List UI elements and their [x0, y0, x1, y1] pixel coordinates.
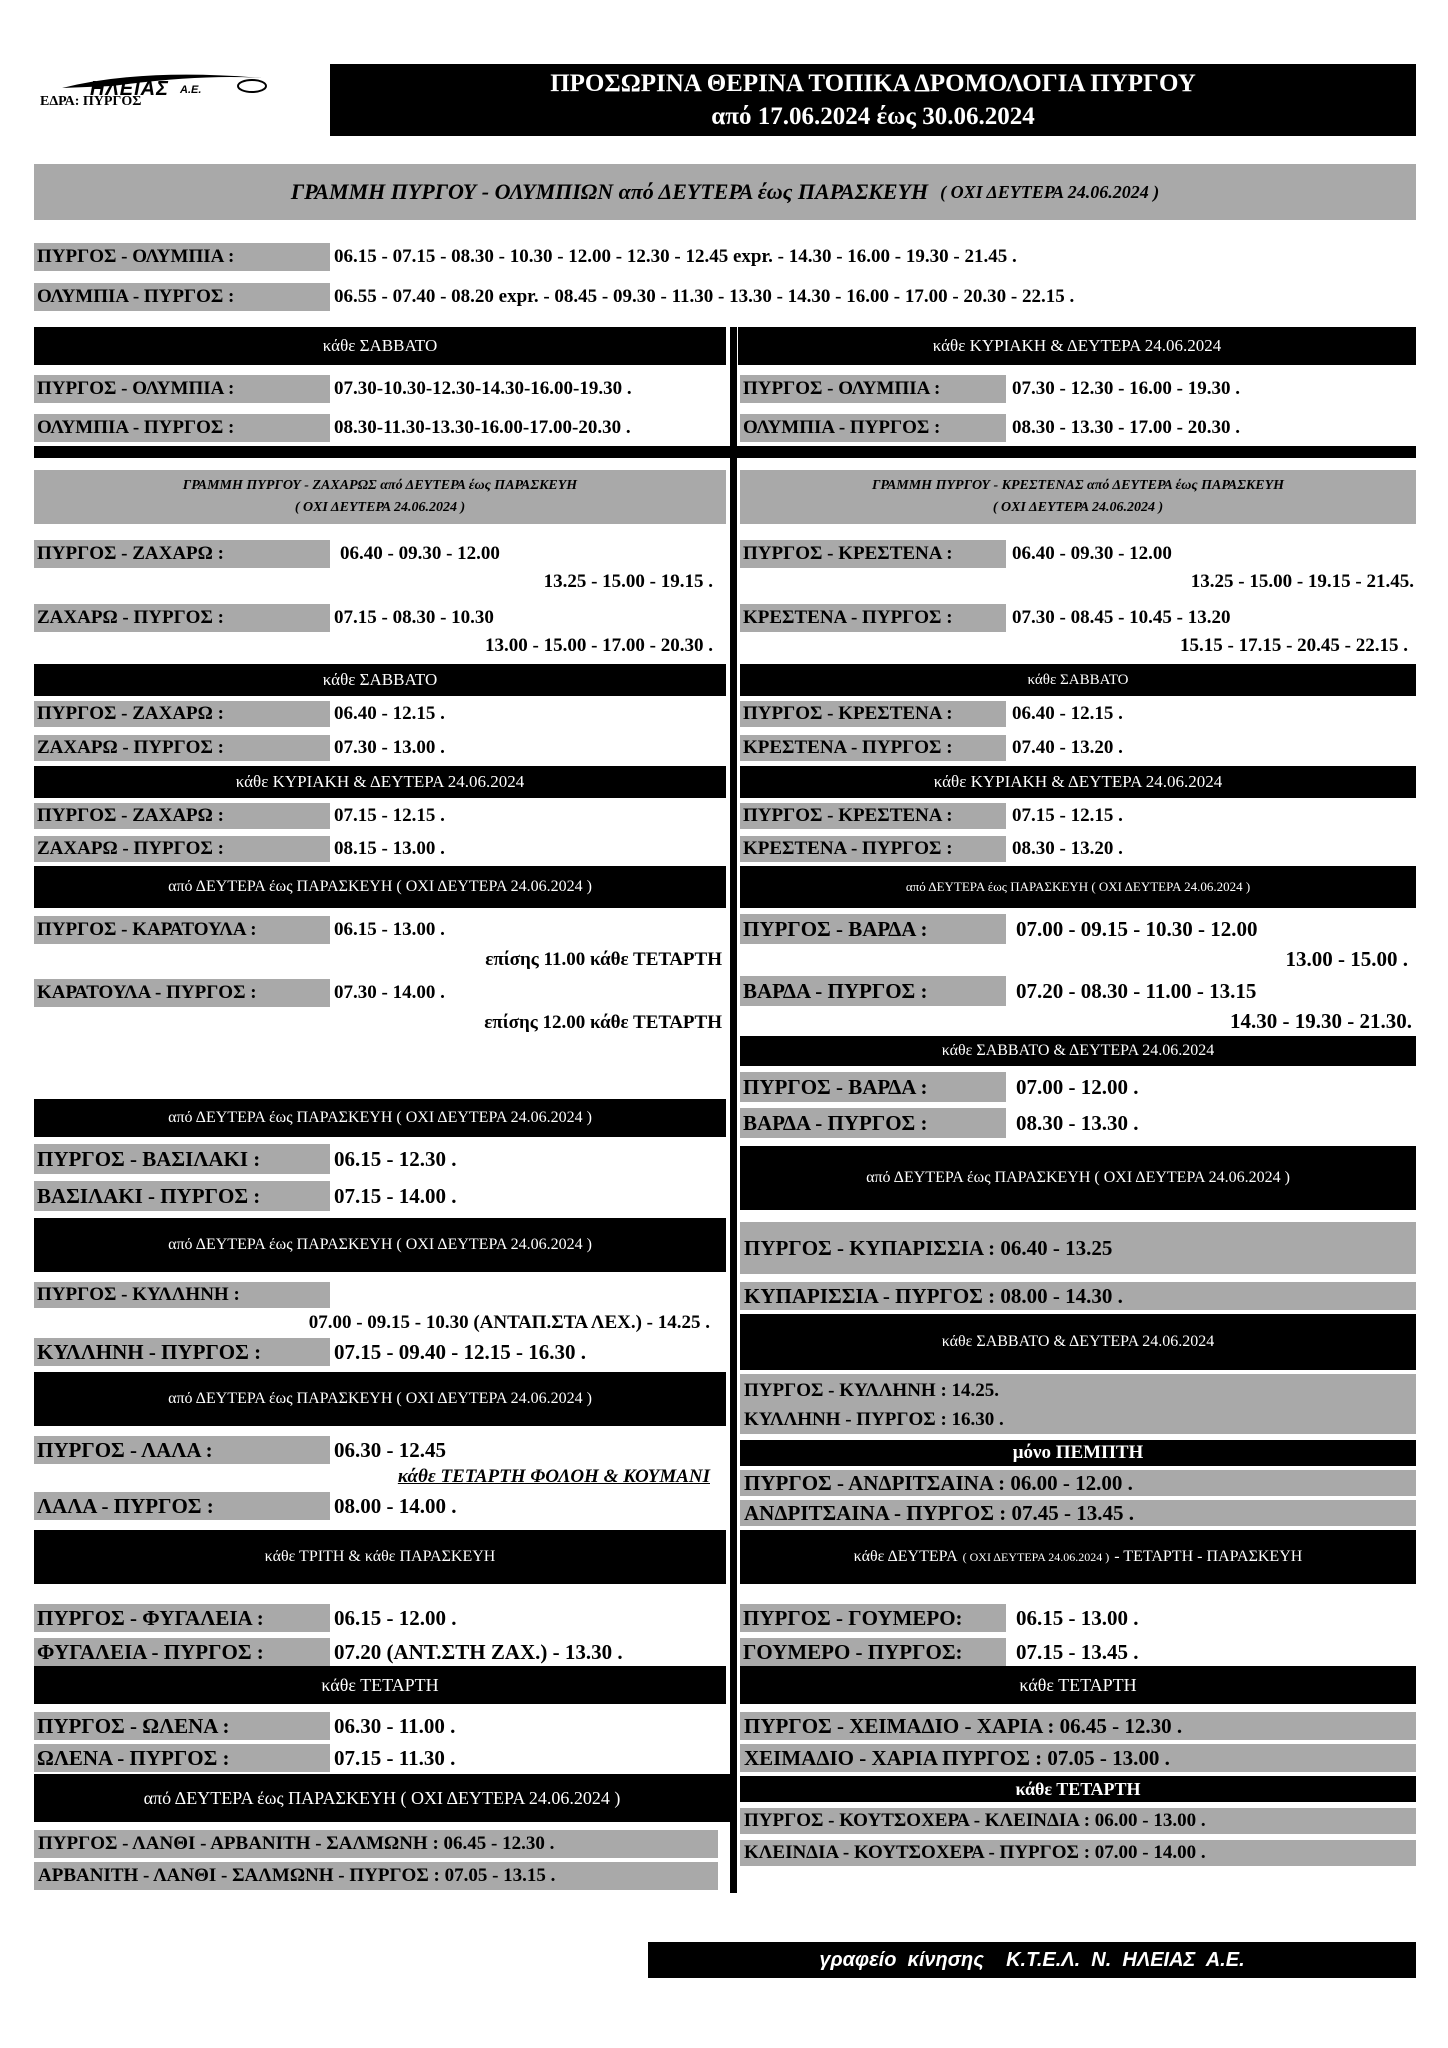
goumero-heading-note: ( ΟΧΙ ΔΕΥΤΕΡΑ 24.06.2024 )	[962, 1549, 1110, 1564]
zacharo-row-label: ΖΑΧΑΡΩ - ΠΥΡΓΟΣ :	[34, 604, 330, 632]
zacharo-sun-times: 07.15 - 12.15 .	[334, 805, 445, 826]
andritsaina-row: ΠΥΡΓΟΣ - ΑΝΔΡΙΤΣΑΙΝΑ : 06.00 - 12.00 .	[740, 1470, 1416, 1496]
zacharo-saturday-heading: κάθε ΣΑΒΒΑΤΟ	[34, 664, 726, 696]
andritsaina-heading: μόνο ΠΕΜΠΤΗ	[740, 1440, 1416, 1466]
kleindia-row: ΠΥΡΓΟΣ - ΚΟΥΤΣΟΧΕΡΑ - ΚΛΕΙΝΔΙΑ : 06.00 - 13.00 .	[740, 1808, 1416, 1834]
krestena-row-times: 06.40 - 09.30 - 12.00	[1012, 543, 1172, 564]
kyllini-row-times: 07.15 - 09.40 - 12.15 - 16.30 .	[334, 1340, 586, 1364]
vasilaki-heading: από ΔΕΥΤΕΡΑ έως ΠΑΡΑΣΚΕΥΗ ( ΟΧΙ ΔΕΥΤΕΡΑ 24.06.2024 )	[34, 1099, 726, 1137]
vasilaki-row-times: 06.15 - 12.30 .	[334, 1147, 457, 1171]
lala-row-times: 06.30 - 12.45	[334, 1438, 446, 1462]
olympia-sat-label: ΠΥΡΓΟΣ - ΟΛΥΜΠΙΑ :	[34, 375, 330, 403]
krestena-sunday-heading: κάθε ΚΥΡΙΑΚΗ & ΔΕΥΤΕΡΑ 24.06.2024	[740, 766, 1416, 798]
krestena-sun-label: ΠΥΡΓΟΣ - ΚΡΕΣΤΕΝΑ :	[740, 803, 1006, 829]
olympia-heading-note: ( ΟΧΙ ΔΕΥΤΕΡΑ 24.06.2024 )	[940, 181, 1160, 202]
varda-row-times: 07.00 - 09.15 - 10.30 - 12.00	[1016, 917, 1258, 941]
olympia-row-times: 06.15 - 07.15 - 08.30 - 10.30 - 12.00 - 12.30 - 12.45 expr. - 14.30 - 16.00 - 19.30 - 21.45 .	[334, 246, 1017, 267]
zacharo-row-times: 07.15 - 08.30 - 10.30	[334, 607, 494, 628]
olympia-row-label: ΟΛΥΜΠΙΑ - ΠΥΡΓΟΣ :	[34, 283, 330, 311]
varda-sat-label: ΠΥΡΓΟΣ - ΒΑΡΔΑ :	[740, 1072, 1006, 1102]
olympia-heading	[34, 164, 1416, 220]
varda-sat-times: 08.30 - 13.30 .	[1016, 1111, 1139, 1135]
fygaleia-row-times: 06.15 - 12.00 .	[334, 1606, 457, 1630]
kyllini-row-label: ΚΥΛΛΗΝΗ - ΠΥΡΓΟΣ :	[34, 1338, 330, 1366]
varda-row-times-cont: 14.30 - 19.30 - 21.30.	[1230, 1009, 1412, 1033]
olena-row-times: 07.15 - 11.30 .	[334, 1746, 456, 1770]
olena-row-label: ΠΥΡΓΟΣ - ΩΛΕΝΑ :	[34, 1712, 330, 1740]
goumero-heading-days2: - ΤΕΤΑΡΤΗ - ΠΑΡΑΣΚΕΥΗ	[1114, 1548, 1303, 1565]
goumero-heading	[740, 1530, 1416, 1584]
olympia-sat-times: 07.30-10.30-12.30-14.30-16.00-19.30 .	[334, 378, 632, 399]
kyllini-sat-row: ΠΥΡΓΟΣ - ΚΥΛΛΗΝΗ : 14.25.	[744, 1380, 1000, 1401]
zacharo-row-label: ΠΥΡΓΟΣ - ΖΑΧΑΡΩ :	[34, 540, 330, 568]
zacharo-sunday-heading: κάθε ΚΥΡΙΑΚΗ & ΔΕΥΤΕΡΑ 24.06.2024	[34, 766, 726, 798]
krestena-heading-line1: ΓΡΑΜΜΗ ΠΥΡΓΟΥ - ΚΡΕΣΤΕΝΑΣ από ΔΕΥΤΕΡΑ έως ΠΑΡΑΣΚΕΥΗ	[871, 478, 1285, 493]
zacharo-heading	[34, 470, 726, 524]
krestena-row-times-cont: 13.25 - 15.00 - 19.15 - 21.45.	[1190, 571, 1414, 592]
kyllini-sat-box	[740, 1374, 1416, 1434]
krestena-sat-label: ΚΡΕΣΤΕΝΑ - ΠΥΡΓΟΣ :	[740, 735, 1006, 761]
footer-office: γραφείο κίνησης Κ.Τ.Ε.Λ. Ν. ΗΛΕΙΑΣ Α.Ε.	[648, 1942, 1416, 1978]
fygaleia-row-label: ΠΥΡΓΟΣ - ΦΥΓΑΛΕΙΑ :	[34, 1604, 330, 1632]
kyparissia-row: ΚΥΠΑΡΙΣΣΙΑ - ΠΥΡΓΟΣ : 08.00 - 14.30 .	[740, 1282, 1416, 1310]
fygaleia-row-times: 07.20 (ΑΝΤ.ΣΤΗ ΖΑΧ.) - 13.30 .	[334, 1640, 623, 1664]
olena-row-label: ΩΛΕΝΑ - ΠΥΡΓΟΣ :	[34, 1744, 330, 1772]
olympia-saturday-heading: κάθε ΣΑΒΒΑΤΟ	[34, 327, 726, 365]
lala-row-label: ΛΑΛΑ - ΠΥΡΓΟΣ :	[34, 1492, 330, 1520]
karatoula-row-times: 06.15 - 13.00 .	[334, 919, 445, 940]
page-title-line2: από 17.06.2024 έως 30.06.2024	[711, 103, 1035, 130]
olympia-sun-label: ΟΛΥΜΠΙΑ - ΠΥΡΓΟΣ :	[740, 414, 1006, 442]
cheimadio-heading: κάθε ΤΕΤΑΡΤΗ	[740, 1666, 1416, 1704]
krestena-heading-line2: ( ΟΧΙ ΔΕΥΤΕΡΑ 24.06.2024 )	[992, 500, 1164, 515]
lala-row-note: κάθε ΤΕΤΑΡΤΗ ΦΟΛΟΗ & ΚΟΥΜΑΝΙ	[397, 1466, 710, 1487]
zacharo-sat-times: 06.40 - 12.15 .	[334, 703, 445, 724]
cheimadio-row: ΠΥΡΓΟΣ - ΧΕΙΜΑΔΙΟ - ΧΑΡΙΑ : 06.45 - 12.30 .	[740, 1712, 1416, 1740]
krestena-sat-label: ΠΥΡΓΟΣ - ΚΡΕΣΤΕΝΑ :	[740, 701, 1006, 727]
olympia-sun-label: ΠΥΡΓΟΣ - ΟΛΥΜΠΙΑ :	[740, 375, 1006, 403]
zacharo-sun-times: 08.15 - 13.00 .	[334, 838, 445, 859]
olympia-sun-times: 08.30 - 13.30 - 17.00 - 20.30 .	[1012, 417, 1240, 438]
varda-sat-label: ΒΑΡΔΑ - ΠΥΡΓΟΣ :	[740, 1108, 1006, 1138]
page-title-line1: ΠΡΟΣΩΡΙΝΑ ΘΕΡΙΝΑ ΤΟΠΙΚΑ ΔΡΟΜΟΛΟΓΙΑ ΠΥΡΓΟΥ	[550, 70, 1196, 97]
krestena-sat-times: 07.40 - 13.20 .	[1012, 737, 1123, 758]
lala-row-label: ΠΥΡΓΟΣ - ΛΑΛΑ :	[34, 1436, 330, 1464]
olympia-row-label: ΠΥΡΓΟΣ - ΟΛΥΜΠΙΑ :	[34, 243, 330, 271]
olena-row-times: 06.30 - 11.00 .	[334, 1714, 456, 1738]
zacharo-sat-label: ΖΑΧΑΡΩ - ΠΥΡΓΟΣ :	[34, 735, 330, 761]
karatoula-row-extra: επίσης 11.00 κάθε ΤΕΤΑΡΤΗ	[485, 949, 722, 970]
center-divider	[730, 327, 737, 1893]
olympia-sunday-heading: κάθε ΚΥΡΙΑΚΗ & ΔΕΥΤΕΡΑ 24.06.2024	[738, 327, 1416, 365]
varda-row-times-cont: 13.00 - 15.00 .	[1285, 947, 1408, 971]
zacharo-sat-times: 07.30 - 13.00 .	[334, 737, 445, 758]
salmoni-heading: από ΔΕΥΤΕΡΑ έως ΠΑΡΑΣΚΕΥΗ ( ΟΧΙ ΔΕΥΤΕΡΑ 24.06.2024 )	[34, 1774, 730, 1822]
olympia-sun-times: 07.30 - 12.30 - 16.00 - 19.30 .	[1012, 378, 1240, 399]
krestena-row-times: 07.30 - 08.45 - 10.45 - 13.20	[1012, 607, 1231, 628]
vasilaki-row-label: ΒΑΣΙΛΑΚΙ - ΠΥΡΓΟΣ :	[34, 1181, 330, 1211]
krestena-sun-times: 08.30 - 13.20 .	[1012, 838, 1123, 859]
karatoula-row-label: ΚΑΡΑΤΟΥΛΑ - ΠΥΡΓΟΣ :	[34, 979, 330, 1007]
kleindia-heading: κάθε ΤΕΤΑΡΤΗ	[740, 1776, 1416, 1802]
kyllini-saturday-heading: κάθε ΣΑΒΒΑΤΟ & ΔΕΥΤΕΡΑ 24.06.2024	[740, 1314, 1416, 1370]
goumero-row-label: ΓΟΥΜΕΡΟ - ΠΥΡΓΟΣ:	[740, 1638, 1006, 1666]
section-divider	[34, 446, 1416, 458]
lala-row-times: 08.00 - 14.00 .	[334, 1494, 457, 1518]
kyllini-sat-row: ΚΥΛΛΗΝΗ - ΠΥΡΓΟΣ : 16.30 .	[744, 1409, 1004, 1430]
krestena-saturday-heading: κάθε ΣΑΒΒΑΤΟ	[740, 664, 1416, 696]
salmoni-row: ΑΡΒΑΝΙΤΗ - ΛΑΝΘΙ - ΣΑΛΜΩΝΗ - ΠΥΡΓΟΣ : 07.05 - 13.15 .	[34, 1862, 718, 1890]
fygaleia-row-label: ΦΥΓΑΛΕΙΑ - ΠΥΡΓΟΣ :	[34, 1638, 330, 1666]
company-seat: ΕΔΡΑ: ΠΥΡΓΟΣ	[40, 94, 142, 109]
goumero-row-times: 07.15 - 13.45 .	[1016, 1640, 1139, 1664]
olympia-heading-title: ΓΡΑΜΜΗ ΠΥΡΓΟΥ - ΟΛΥΜΠΙΩΝ από ΔΕΥΤΕΡΑ έως ΠΑΡΑΣΚΕΥΗ	[290, 179, 929, 204]
zacharo-heading-line1: ΓΡΑΜΜΗ ΠΥΡΓΟΥ - ΖΑΧΑΡΩΣ από ΔΕΥΤΕΡΑ έως ΠΑΡΑΣΚΕΥΗ	[182, 478, 578, 493]
olympia-sat-label: ΟΛΥΜΠΙΑ - ΠΥΡΓΟΣ :	[34, 414, 330, 442]
zacharo-sun-label: ΠΥΡΓΟΣ - ΖΑΧΑΡΩ :	[34, 803, 330, 829]
olympia-row-times: 06.55 - 07.40 - 08.20 expr. - 08.45 - 09.30 - 11.30 - 13.30 - 14.30 - 16.00 - 17.00 - 20.30 - 22.15 .	[334, 286, 1075, 307]
krestena-row-label: ΚΡΕΣΤΕΝΑ - ΠΥΡΓΟΣ :	[740, 604, 1006, 632]
page-title	[330, 64, 1416, 136]
zacharo-sat-label: ΠΥΡΓΟΣ - ΖΑΧΑΡΩ :	[34, 701, 330, 727]
varda-sat-times: 07.00 - 12.00 .	[1016, 1075, 1139, 1099]
lala-heading: από ΔΕΥΤΕΡΑ έως ΠΑΡΑΣΚΕΥΗ ( ΟΧΙ ΔΕΥΤΕΡΑ 24.06.2024 )	[34, 1372, 726, 1426]
krestena-heading	[740, 470, 1416, 524]
karatoula-row-times: 07.30 - 14.00 .	[334, 982, 445, 1003]
kyllini-row-label: ΠΥΡΓΟΣ - ΚΥΛΛΗΝΗ :	[34, 1282, 330, 1308]
goumero-heading-days: κάθε ΔΕΥΤΕΡΑ	[853, 1548, 958, 1565]
zacharo-row-times: 06.40 - 09.30 - 12.00	[340, 543, 500, 564]
varda-row-label: ΠΥΡΓΟΣ - ΒΑΡΔΑ :	[740, 914, 1006, 944]
goumero-row-label: ΠΥΡΓΟΣ - ΓΟΥΜΕΡΟ:	[740, 1604, 1006, 1632]
logo-suffix: Α.Ε.	[180, 84, 202, 96]
fygaleia-heading: κάθε ΤΡΙΤΗ & κάθε ΠΑΡΑΣΚΕΥΗ	[34, 1530, 726, 1584]
karatoula-row-label: ΠΥΡΓΟΣ - ΚΑΡΑΤΟΥΛΑ :	[34, 916, 330, 944]
goumero-row-times: 06.15 - 13.00 .	[1016, 1606, 1139, 1630]
vasilaki-row-label: ΠΥΡΓΟΣ - ΒΑΣΙΛΑΚΙ :	[34, 1144, 330, 1174]
kyparissia-heading: από ΔΕΥΤΕΡΑ έως ΠΑΡΑΣΚΕΥΗ ( ΟΧΙ ΔΕΥΤΕΡΑ 24.06.2024 )	[740, 1146, 1416, 1210]
olena-heading: κάθε ΤΕΤΑΡΤΗ	[34, 1666, 726, 1704]
krestena-sat-times: 06.40 - 12.15 .	[1012, 703, 1123, 724]
krestena-sun-times: 07.15 - 12.15 .	[1012, 805, 1123, 826]
andritsaina-row: ΑΝΔΡΙΤΣΑΙΝΑ - ΠΥΡΓΟΣ : 07.45 - 13.45 .	[740, 1500, 1416, 1526]
kyllini-row-times: 07.00 - 09.15 - 10.30 (ΑΝΤΑΠ.ΣΤΑ ΛΕΧ.) - 14.25 .	[308, 1312, 710, 1333]
varda-row-label: ΒΑΡΔΑ - ΠΥΡΓΟΣ :	[740, 976, 1006, 1006]
kyparissia-row: ΠΥΡΓΟΣ - ΚΥΠΑΡΙΣΣΙΑ : 06.40 - 13.25	[740, 1222, 1416, 1274]
krestena-row-times-cont: 15.15 - 17.15 - 20.45 - 22.15 .	[1180, 635, 1408, 656]
salmoni-row: ΠΥΡΓΟΣ - ΛΑΝΘΙ - ΑΡΒΑΝΙΤΗ - ΣΑΛΜΩΝΗ : 06.45 - 12.30 .	[34, 1830, 718, 1858]
karatoula-heading: από ΔΕΥΤΕΡΑ έως ΠΑΡΑΣΚΕΥΗ ( ΟΧΙ ΔΕΥΤΕΡΑ 24.06.2024 )	[34, 866, 726, 908]
zacharo-heading-line2: ( ΟΧΙ ΔΕΥΤΕΡΑ 24.06.2024 )	[294, 500, 466, 515]
kyllini-heading: από ΔΕΥΤΕΡΑ έως ΠΑΡΑΣΚΕΥΗ ( ΟΧΙ ΔΕΥΤΕΡΑ 24.06.2024 )	[34, 1218, 726, 1272]
zacharo-row-times-cont: 13.00 - 15.00 - 17.00 - 20.30 .	[485, 635, 713, 656]
karatoula-row-extra: επίσης 12.00 κάθε ΤΕΤΑΡΤΗ	[484, 1012, 722, 1033]
varda-row-times: 07.20 - 08.30 - 11.00 - 13.15	[1016, 979, 1257, 1003]
varda-heading: από ΔΕΥΤΕΡΑ έως ΠΑΡΑΣΚΕΥΗ ( ΟΧΙ ΔΕΥΤΕΡΑ 24.06.2024 )	[740, 866, 1416, 908]
krestena-row-label: ΠΥΡΓΟΣ - ΚΡΕΣΤΕΝΑ :	[740, 540, 1006, 568]
kleindia-row: ΚΛΕΙΝΔΙΑ - ΚΟΥΤΣΟΧΕΡΑ - ΠΥΡΓΟΣ : 07.00 - 14.00 .	[740, 1840, 1416, 1866]
krestena-sun-label: ΚΡΕΣΤΕΝΑ - ΠΥΡΓΟΣ :	[740, 836, 1006, 862]
vasilaki-row-times: 07.15 - 14.00 .	[334, 1184, 457, 1208]
logo-text: ΗΛΕΙΑΣ	[90, 78, 169, 100]
cheimadio-row: ΧΕΙΜΑΔΙΟ - ΧΑΡΙΑ ΠΥΡΓΟΣ : 07.05 - 13.00 .	[740, 1744, 1416, 1772]
varda-saturday-heading: κάθε ΣΑΒΒΑΤΟ & ΔΕΥΤΕΡΑ 24.06.2024	[740, 1036, 1416, 1066]
olympia-sat-times: 08.30-11.30-13.30-16.00-17.00-20.30 .	[334, 417, 631, 438]
zacharo-row-times-cont: 13.25 - 15.00 - 19.15 .	[543, 571, 713, 592]
zacharo-sun-label: ΖΑΧΑΡΩ - ΠΥΡΓΟΣ :	[34, 836, 330, 862]
